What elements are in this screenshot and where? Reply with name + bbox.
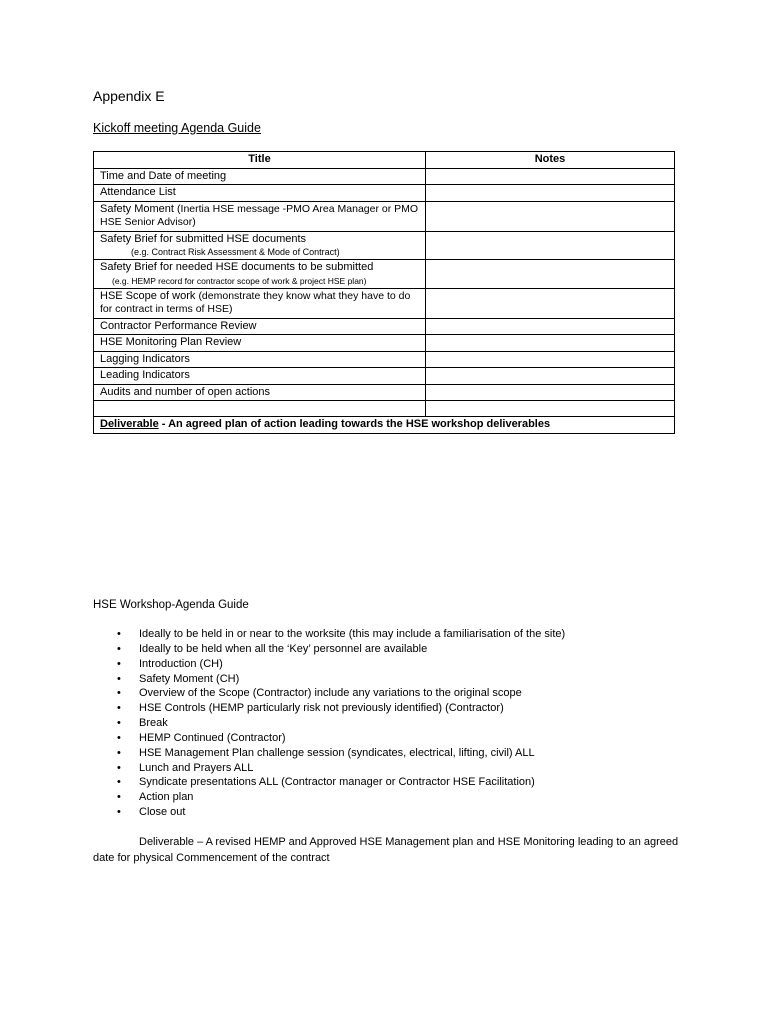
- agenda-item-detail: (demonstrate they know what they have to do for contract in terms of HSE): [100, 289, 411, 315]
- agenda-item-title: [94, 168, 426, 185]
- agenda-item-title: [94, 384, 426, 401]
- agenda-item-label: Lagging Indicators: [100, 352, 190, 365]
- bullet-icon: •: [117, 628, 121, 640]
- agenda-item-notes: [426, 351, 675, 368]
- agenda-item-notes: [426, 318, 675, 335]
- agenda-item-title: [94, 351, 426, 368]
- list-item-text: HSE Management Plan challenge session (syndicates, electrical, lifting, civil) ALL: [139, 746, 535, 759]
- agenda-item-notes: [426, 201, 675, 231]
- deliverable-label: Deliverable: [100, 418, 159, 430]
- list-item: [93, 627, 693, 642]
- list-item: [93, 672, 693, 687]
- agenda-item-label: HSE Scope of work: [100, 289, 196, 302]
- bullet-icon: •: [117, 642, 121, 655]
- workshop-deliverable-paragraph: Deliverable – A revised HEMP and Approved HSE Management plan and HSE Monitoring leading to an agreed date for physical Commencement of the contract: [93, 836, 679, 864]
- list-item-text: Safety Moment (CH): [139, 672, 240, 685]
- appendix-heading: Appendix E: [93, 88, 165, 104]
- agenda-item-label: Time and Date of meeting: [100, 169, 227, 182]
- bullet-icon: •: [117, 687, 121, 700]
- bullet-icon: •: [117, 806, 121, 819]
- agenda-item-subnote: (e.g. Contract Risk Assessment & Mode of Contract): [131, 247, 340, 257]
- list-item-text: Syndicate presentations ALL (Contractor manager or Contractor HSE Facilitation): [139, 776, 535, 789]
- kickoff-agenda-table: [93, 151, 675, 434]
- bullet-icon: •: [117, 746, 121, 759]
- agenda-item-label: Attendance List: [100, 186, 176, 198]
- agenda-item-title: [94, 368, 426, 385]
- list-item: [93, 686, 693, 701]
- list-item: [93, 642, 693, 657]
- bullet-icon: •: [117, 672, 121, 685]
- workshop-agenda-list: [93, 627, 693, 820]
- column-header-title: Title: [94, 152, 426, 169]
- table-row: [94, 168, 675, 185]
- table-row: [94, 401, 675, 417]
- list-item-text: Break: [139, 717, 168, 730]
- agenda-item-notes: [426, 260, 675, 289]
- list-item-text: Ideally to be held when all the ‘Key’ personnel are available: [139, 642, 428, 655]
- agenda-item-title: [94, 260, 426, 289]
- list-item: [93, 716, 693, 731]
- deliverable-cell: [94, 417, 675, 434]
- bullet-icon: •: [117, 657, 121, 670]
- table-row: [94, 260, 675, 289]
- agenda-item-title: [94, 231, 426, 260]
- list-item: [93, 775, 693, 790]
- table-row: [94, 185, 675, 202]
- agenda-item-notes: [426, 368, 675, 385]
- agenda-item-subnote: (e.g. HEMP record for contractor scope of work & project HSE plan): [112, 275, 367, 286]
- bullet-icon: •: [117, 731, 121, 744]
- agenda-item-notes: [426, 384, 675, 401]
- bullet-icon: •: [117, 702, 121, 715]
- agenda-item-title: [94, 401, 426, 417]
- column-header-notes: Notes: [426, 152, 675, 169]
- list-item: [93, 805, 693, 820]
- agenda-item-label: Safety Moment: [100, 202, 174, 215]
- table-header-row: [94, 152, 675, 169]
- bullet-icon: •: [117, 717, 121, 730]
- list-item-text: Overview of the Scope (Contractor) include any variations to the original scope: [139, 687, 522, 700]
- workshop-agenda-title: HSE Workshop-Agenda Guide: [93, 599, 249, 611]
- list-item: [93, 731, 693, 746]
- deliverable-row: [94, 417, 675, 434]
- table-row: [94, 231, 675, 260]
- agenda-item-label: HSE Monitoring Plan Review: [100, 336, 242, 348]
- list-item-text: HSE Controls (HEMP particularly risk not previously identified) (Contractor): [139, 702, 504, 715]
- agenda-item-notes: [426, 231, 675, 260]
- table-row: [94, 288, 675, 318]
- table-body: [94, 168, 675, 433]
- list-item: [93, 790, 693, 805]
- table-row: [94, 368, 675, 385]
- table-row: [94, 201, 675, 231]
- bullet-icon: •: [117, 761, 121, 774]
- list-item: [93, 761, 693, 776]
- agenda-item-notes: [426, 335, 675, 352]
- agenda-item-title: [94, 318, 426, 335]
- agenda-item-notes: [426, 168, 675, 185]
- agenda-item-title: [94, 288, 426, 318]
- agenda-item-title: [94, 185, 426, 202]
- agenda-item-label: Safety Brief for needed HSE documents to be submitted: [100, 261, 374, 273]
- agenda-item-label: Leading Indicators: [100, 369, 190, 381]
- agenda-item-label: Audits and number of open actions: [100, 385, 271, 398]
- list-item-text: Introduction (CH): [139, 657, 223, 670]
- list-item-text: Action plan: [139, 791, 194, 804]
- agenda-item-title: [94, 201, 426, 231]
- agenda-item-detail: (Inertia HSE message -PMO Area Manager or PMO HSE Senior Advisor): [100, 202, 419, 228]
- list-item-text: Ideally to be held in or near to the worksite (this may include a familiarisation of the site): [139, 628, 566, 640]
- list-item-text: Close out: [139, 806, 186, 819]
- table-row: [94, 384, 675, 401]
- table-row: [94, 318, 675, 335]
- list-item: [93, 657, 693, 672]
- list-item-text: HEMP Continued (Contractor): [139, 731, 286, 744]
- table-row: [94, 335, 675, 352]
- deliverable-text: - An agreed plan of action leading towards the HSE workshop deliverables: [158, 418, 551, 430]
- agenda-item-notes: [426, 288, 675, 318]
- kickoff-agenda-title: Kickoff meeting Agenda Guide: [93, 121, 261, 135]
- agenda-item-label: Contractor Performance Review: [100, 319, 257, 332]
- list-item: [93, 701, 693, 716]
- list-item: [93, 746, 693, 761]
- agenda-item-notes: [426, 185, 675, 202]
- list-item-text: Lunch and Prayers ALL: [139, 761, 254, 774]
- table-row: [94, 351, 675, 368]
- bullet-icon: •: [117, 776, 121, 789]
- agenda-item-notes: [426, 401, 675, 417]
- bullet-icon: •: [117, 791, 121, 804]
- agenda-item-label: Safety Brief for submitted HSE documents: [100, 232, 307, 245]
- agenda-item-title: [94, 335, 426, 352]
